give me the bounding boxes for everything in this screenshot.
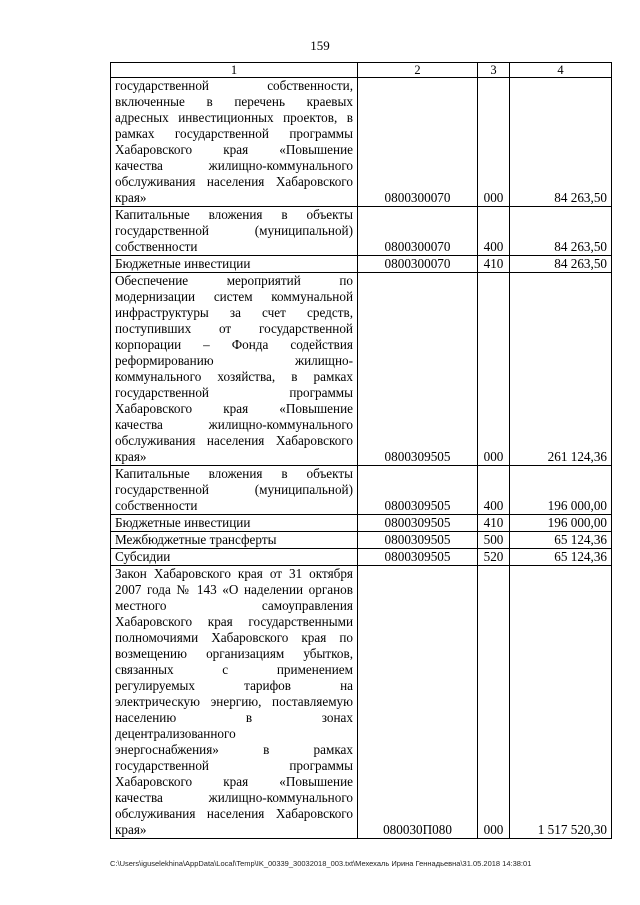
row-name-line: государственной программы: [115, 385, 353, 400]
expense-type-cell: 400: [478, 466, 510, 515]
row-name-line: включенные в перечень краевых: [115, 94, 353, 109]
amount-cell: 196 000,00: [510, 466, 612, 515]
row-name-cell: [111, 532, 358, 549]
amount-cell: 261 124,36: [510, 273, 612, 466]
row-name-line: электрическую энергию, поставляемую: [115, 694, 353, 709]
row-name-line: Субсидии: [115, 549, 171, 564]
row-name-line: государственной программы: [115, 758, 353, 773]
table-row: [111, 515, 612, 532]
row-name-line: края»: [115, 449, 147, 464]
table-body: [111, 78, 612, 839]
expense-type-cell: 500: [478, 532, 510, 549]
row-name-line: качества жилищно-коммунального: [115, 158, 353, 173]
row-name-cell: [111, 256, 358, 273]
expense-type-cell: 000: [478, 78, 510, 207]
row-name-cell: [111, 566, 358, 839]
row-name-line: реформированию жилищно-: [115, 353, 353, 368]
row-name-line: собственности: [115, 239, 198, 254]
table-row: [111, 466, 612, 515]
row-name-line: модернизации систем коммунальной: [115, 289, 353, 304]
row-name-line: рамках государственной программы: [115, 126, 353, 141]
target-article-code-cell: 0800309505: [358, 532, 478, 549]
row-name-line: Закон Хабаровского края от 31 октября: [115, 566, 353, 581]
row-name-line: собственности: [115, 498, 198, 513]
target-article-code-cell: 0800309505: [358, 515, 478, 532]
row-name-line: Хабаровского края «Повышение: [115, 142, 353, 157]
row-name-line: энергоснабжения» в рамках: [115, 742, 353, 757]
row-name-line: 2007 года № 143 «О наделении органов: [115, 582, 353, 597]
amount-cell: 196 000,00: [510, 515, 612, 532]
target-article-code-cell: 080030П080: [358, 566, 478, 839]
row-name-line: возмещению организациям убытков,: [115, 646, 353, 661]
row-name-line: Капитальные вложения в объекты: [115, 466, 353, 481]
row-name-line: обслуживания населения Хабаровского: [115, 806, 353, 821]
row-name-line: обслуживания населения Хабаровского: [115, 174, 353, 189]
target-article-code-cell: 0800309505: [358, 549, 478, 566]
row-name-line: качества жилищно-коммунального: [115, 417, 353, 432]
row-name-cell: [111, 466, 358, 515]
expense-type-cell: 410: [478, 515, 510, 532]
table-row: [111, 256, 612, 273]
amount-cell: 84 263,50: [510, 207, 612, 256]
row-name-line: Капитальные вложения в объекты: [115, 207, 353, 222]
target-article-code-cell: 0800309505: [358, 273, 478, 466]
page-number: 159: [310, 38, 330, 53]
row-name-line: полномочиями Хабаровского края по: [115, 630, 353, 645]
amount-cell: 1 517 520,30: [510, 566, 612, 839]
row-name-line: местного самоуправления: [115, 598, 353, 613]
table-row: [111, 549, 612, 566]
column-header-1: 1: [111, 63, 358, 78]
file-path-footer: C:\Users\iguselekhina\AppData\Local\Temp\IK_00339_30032018_003.txt\Мехехаль Ирина Геннадьевна\31.05.2018 14:38:01: [110, 859, 532, 868]
row-name-line: края»: [115, 190, 147, 205]
expense-type-cell: 520: [478, 549, 510, 566]
target-article-code-cell: 0800300070: [358, 78, 478, 207]
row-name-cell: [111, 549, 358, 566]
row-name-line: государственной (муниципальной): [115, 223, 353, 238]
expense-type-cell: 000: [478, 273, 510, 466]
table-row: [111, 532, 612, 549]
column-header-2: 2: [358, 63, 478, 78]
row-name-cell: [111, 515, 358, 532]
row-name-line: Обеспечение мероприятий по: [115, 273, 353, 288]
table-row: [111, 207, 612, 256]
row-name-line: корпорации – Фонда содействия: [115, 337, 353, 352]
amount-cell: 84 263,50: [510, 78, 612, 207]
row-name-line: Бюджетные инвестиции: [115, 256, 251, 271]
row-name-line: государственной (муниципальной): [115, 482, 353, 497]
row-name-cell: [111, 207, 358, 256]
row-name-line: поступивших от государственной: [115, 321, 353, 336]
column-header-3: 3: [478, 63, 510, 78]
expense-type-cell: 000: [478, 566, 510, 839]
table-row: [111, 273, 612, 466]
expense-type-cell: 400: [478, 207, 510, 256]
row-name-line: связанных с применением: [115, 662, 353, 677]
amount-cell: 65 124,36: [510, 532, 612, 549]
row-name-line: Хабаровского края «Повышение: [115, 401, 353, 416]
budget-table: [110, 62, 612, 839]
table-row: [111, 566, 612, 839]
table-row: [111, 78, 612, 207]
row-name-line: Хабаровского края «Повышение: [115, 774, 353, 789]
amount-cell: 65 124,36: [510, 549, 612, 566]
row-name-line: инфраструктуры за счет средств,: [115, 305, 353, 320]
row-name-line: коммунального хозяйства, в рамках: [115, 369, 353, 384]
row-name-line: адресных инвестиционных проектов, в: [115, 110, 353, 125]
row-name-line: Хабаровского края государственными: [115, 614, 353, 629]
row-name-line: децентрализованного: [115, 726, 236, 741]
row-name-cell: [111, 78, 358, 207]
target-article-code-cell: 0800309505: [358, 466, 478, 515]
column-header-4: 4: [510, 63, 612, 78]
row-name-line: Бюджетные инвестиции: [115, 515, 251, 530]
row-name-line: населению в зонах: [115, 710, 353, 725]
row-name-line: государственной собственности,: [115, 78, 353, 93]
row-name-line: обслуживания населения Хабаровского: [115, 433, 353, 448]
amount-cell: 84 263,50: [510, 256, 612, 273]
table-header-row: [111, 63, 612, 78]
row-name-cell: [111, 273, 358, 466]
row-name-line: Межбюджетные трансферты: [115, 532, 277, 547]
target-article-code-cell: 0800300070: [358, 256, 478, 273]
target-article-code-cell: 0800300070: [358, 207, 478, 256]
row-name-line: качества жилищно-коммунального: [115, 790, 353, 805]
row-name-line: регулируемых тарифов на: [115, 678, 353, 693]
row-name-line: края»: [115, 822, 147, 837]
expense-type-cell: 410: [478, 256, 510, 273]
